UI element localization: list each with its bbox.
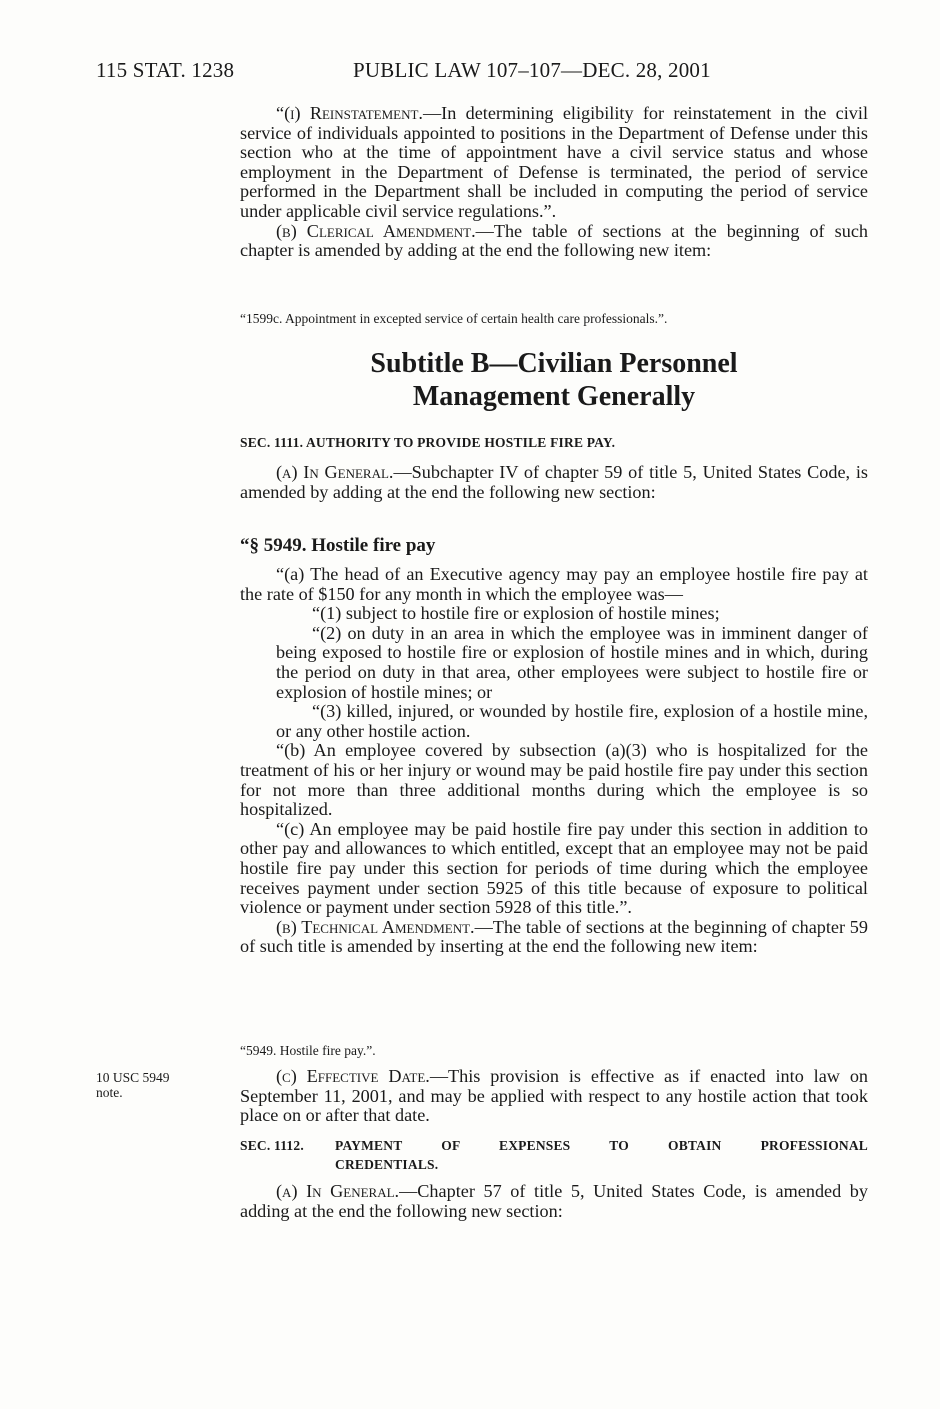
toc-item-5949: “5949. Hostile fire pay.”. [240, 1043, 376, 1058]
clerical-amendment-label: (b) Clerical Amendment. [276, 220, 476, 241]
section-1112-heading [240, 1136, 868, 1174]
section-1112-in-general-label: (a) In General. [276, 1181, 400, 1201]
in-general-label: (a) In General. [276, 462, 394, 482]
toc-item-1599c: “1599c. Appointment in excepted service of certain health care professionals.”. [240, 311, 668, 326]
para-c: “(c) An employee may be paid hostile fire pay under this section in addition to other pay and allowances to which entitled, except that an employee may not be paid hostile fire pay under this section for periods of time during which the employee receives payment under section 5925 of this title because of exposure to political violence or payment under section 5928 of this title.”. [240, 818, 868, 918]
technical-amendment-label: (b) Technical Amendment. [276, 916, 475, 937]
item-3: “(3) killed, injured, or wounded by hostile fire, explosion of a hostile mine, or any other hostile action. [276, 701, 868, 741]
section-1112-title-line-1: PAYMENT OF EXPENSES TO OBTAIN PROFESSIONAL [335, 1138, 868, 1153]
margin-note-suffix: note. [96, 1085, 123, 1100]
item-2: “(2) on duty in an area in which the employee was in imminent danger of being exposed to hostile fire or explosion of hostile mines and in which, during the period on duty in that area, other employees were subject to hostile fire or explosion of hostile mines; or [276, 622, 868, 702]
section-5949-body [240, 565, 868, 957]
subtitle-line-1: Subtitle B—Civilian Personnel [370, 348, 738, 379]
margin-note [96, 1070, 206, 1100]
clerical-amendment-paragraph: (b) Clerical Amendment.—The table of sections at the beginning of such chapter is amended by adding at the end the following new item: [240, 220, 868, 261]
reinstatement-label: “(i) Reinstatement. [276, 103, 423, 123]
section-5949-heading: “§ 5949. Hostile fire pay [240, 535, 436, 556]
subtitle-line-2: Management Generally [412, 381, 696, 412]
section-1112-title-line-2: CREDENTIALS. [335, 1157, 439, 1172]
section-1112-number: SEC. 1112. [240, 1138, 304, 1153]
section-1111-heading: SEC. 1111. AUTHORITY TO PROVIDE HOSTILE FIRE PAY. [240, 435, 616, 450]
item-1: “(1) subject to hostile fire or explosion of hostile mines; [312, 603, 720, 624]
para-b: “(b) An employee covered by subsection (a)(3) who is hospitalized for the treatment of his or her injury or wound may be paid hostile fire pay under this section for not more than three additional months during which the employee is so hospitalized. [240, 740, 868, 820]
reinstatement-block [240, 104, 868, 261]
effective-date-label: (c) Effective Date. [276, 1066, 430, 1086]
subtitle-heading [240, 347, 868, 413]
statute-page-number: 115 STAT. 1238 [96, 58, 235, 82]
technical-amendment-paragraph: (b) Technical Amendment.—The table of sections at the beginning of chapter 59 of such title is amended by inserting at the end the following new item: [240, 916, 868, 957]
para-a: “(a) The head of an Executive agency may pay an employee hostile fire pay at the rate of $150 for any month in which the employee was— [240, 564, 868, 604]
section-1111-a: (a) In General.—Subchapter IV of chapter 59 of title 5, United States Code, is amended by adding at the end the following new section: [240, 462, 868, 502]
reinstatement-paragraph: “(i) Reinstatement.—In determining eligibility for reinstatement in the civil service of individuals appointed to positions in the Department of Defense under this section who at the time of appointment have a civil service status and whose employment in the Department of Defense is terminated, the period of service performed in the Department shall be included in computing the period of service under applicable civil service regulations.”. [240, 103, 868, 221]
public-law-citation: PUBLIC LAW 107–107—DEC. 28, 2001 [353, 58, 711, 82]
effective-date-paragraph: (c) Effective Date.—This provision is effective as if enacted into law on September 11, 2001, and may be applied with respect to any hostile action that took place on or after that date. [240, 1066, 869, 1126]
section-1112-a: (a) In General.—Chapter 57 of title 5, United States Code, is amended by adding at the end the following new section: [240, 1181, 868, 1221]
margin-note-citation: 10 USC 5949 [96, 1070, 170, 1085]
